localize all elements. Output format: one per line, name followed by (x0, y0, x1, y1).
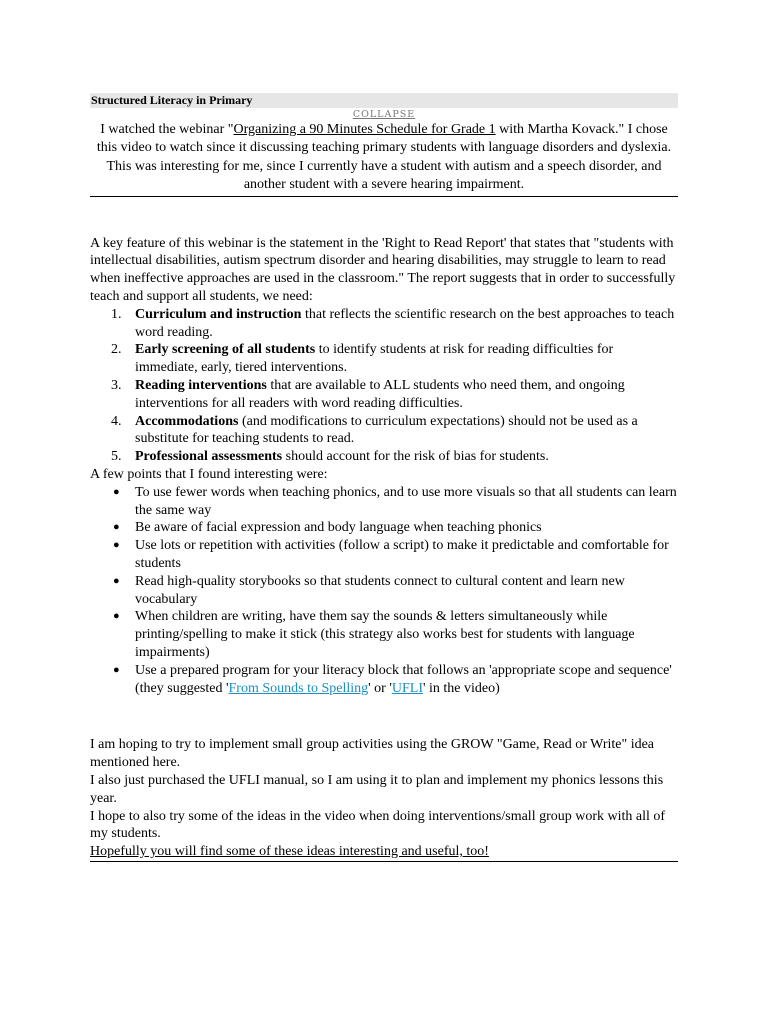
needs-list (90, 306, 678, 466)
closing-paragraph: I am hoping to try to implement small group activities using the GROW "Game, Read or Write" idea mentioned here. (90, 737, 655, 771)
summary-text-end: with Martha Kovack." I chose this video to watch since it discussing teaching primary students with language disorders and dyslexia. This was interesting for me, since I currently have a student with autism and a speech disorder, and another student with a severe hearing impairment. (96, 122, 672, 193)
points-intro: A few points that I found interesting were: (90, 466, 328, 482)
ufli-link[interactable]: UFLI (391, 680, 423, 696)
item-text: to identify students at risk for reading difficulties for immediate, early, tiered interventions. (135, 342, 614, 376)
item-number: 2. (111, 342, 122, 358)
item-text: (and modifications to curriculum expectations) should not be used as a substitute for teaching students to read. (135, 413, 638, 447)
item-heading: Accommodations (135, 413, 239, 429)
item-text: should account for the risk of bias for students. (282, 449, 549, 465)
item-heading: Curriculum and instruction (135, 306, 302, 322)
item-number: 3. (111, 378, 122, 393)
needs-item (111, 306, 678, 342)
list-item-text: To use fewer words when teaching phonics, and to use more visuals so that all students can learn the same way (135, 484, 677, 518)
item-text: that are available to ALL students who need them, and ongoing interventions for all readers with word reading difficulties. (135, 378, 625, 411)
list-item-text: Be aware of facial expression and body language when teaching phonics (135, 520, 542, 536)
item-heading: Reading interventions (135, 378, 267, 393)
needs-item (111, 448, 678, 466)
bullet-icon: ● (113, 610, 120, 623)
list-item (113, 537, 678, 573)
post-title: Structured Literacy in Primary (90, 93, 678, 108)
intro-paragraph: A key feature of this webinar is the statement in the 'Right to Read Report' that states that "students with intellectual disabilities, autism spectrum disorder and hearing disabilities, may struggle to learn to read when ineffective approaches are used in the classroom." The report suggests that in order to successfully teach and support all students, we need: (90, 235, 676, 305)
bullet-icon: ● (113, 521, 120, 534)
list-item-text: When children are writing, have them say the sounds & letters simultaneously while printing/spelling to make it stick (this strategy also works best for students with language impairments) (135, 609, 635, 660)
bullet-icon: ● (113, 663, 120, 676)
list-item-text: ' in the video) (423, 680, 500, 696)
list-item (113, 608, 678, 661)
item-number: 4. (111, 413, 122, 429)
closing-paragraph: I also just purchased the UFLI manual, so I am using it to plan and implement my phonics lessons this year. (90, 772, 664, 806)
webinar-link[interactable]: Organizing a 90 Minutes Schedule for Grade 1 (233, 122, 496, 137)
needs-item (111, 377, 678, 413)
needs-item (111, 341, 678, 377)
closing-paragraph: I hope to also try some of the ideas in the video when doing interventions/small group work with all of my students. (90, 808, 666, 842)
post (90, 93, 678, 862)
points-list (90, 484, 678, 698)
closing-last-line: Hopefully you will find some of these ideas interesting and useful, too! (90, 843, 678, 862)
item-number: 5. (111, 449, 122, 465)
list-item-text: Read high-quality storybooks so that students connect to cultural content and learn new vocabulary (135, 573, 625, 607)
list-item-text: ' or ' (368, 680, 392, 696)
item-heading: Early screening of all students (135, 342, 316, 358)
needs-item (111, 413, 678, 449)
from-sounds-to-spelling-link[interactable]: From Sounds to Spelling (228, 680, 369, 696)
list-item (113, 573, 678, 609)
list-item-text: Use a prepared program for your literacy block that follows an 'appropriate scope and sequence' (they suggested ' (135, 662, 672, 696)
item-number: 1. (111, 306, 122, 322)
list-item-text: Use lots or repetition with activities (follow a script) to make it predictable and comfortable for students (135, 538, 669, 571)
item-heading: Professional assessments (135, 449, 283, 465)
list-item (113, 519, 678, 537)
list-item (113, 662, 678, 698)
collapse-button[interactable]: COLLAPSE (352, 109, 416, 120)
list-item (113, 484, 678, 520)
bullet-icon: ● (113, 574, 120, 587)
item-text: that reflects the scientific research on the best approaches to teach word reading. (135, 306, 675, 340)
summary (90, 121, 678, 197)
bullet-icon: ● (113, 485, 120, 498)
summary-text-start: I watched the webinar " (100, 122, 234, 137)
bullet-icon: ● (113, 539, 120, 552)
